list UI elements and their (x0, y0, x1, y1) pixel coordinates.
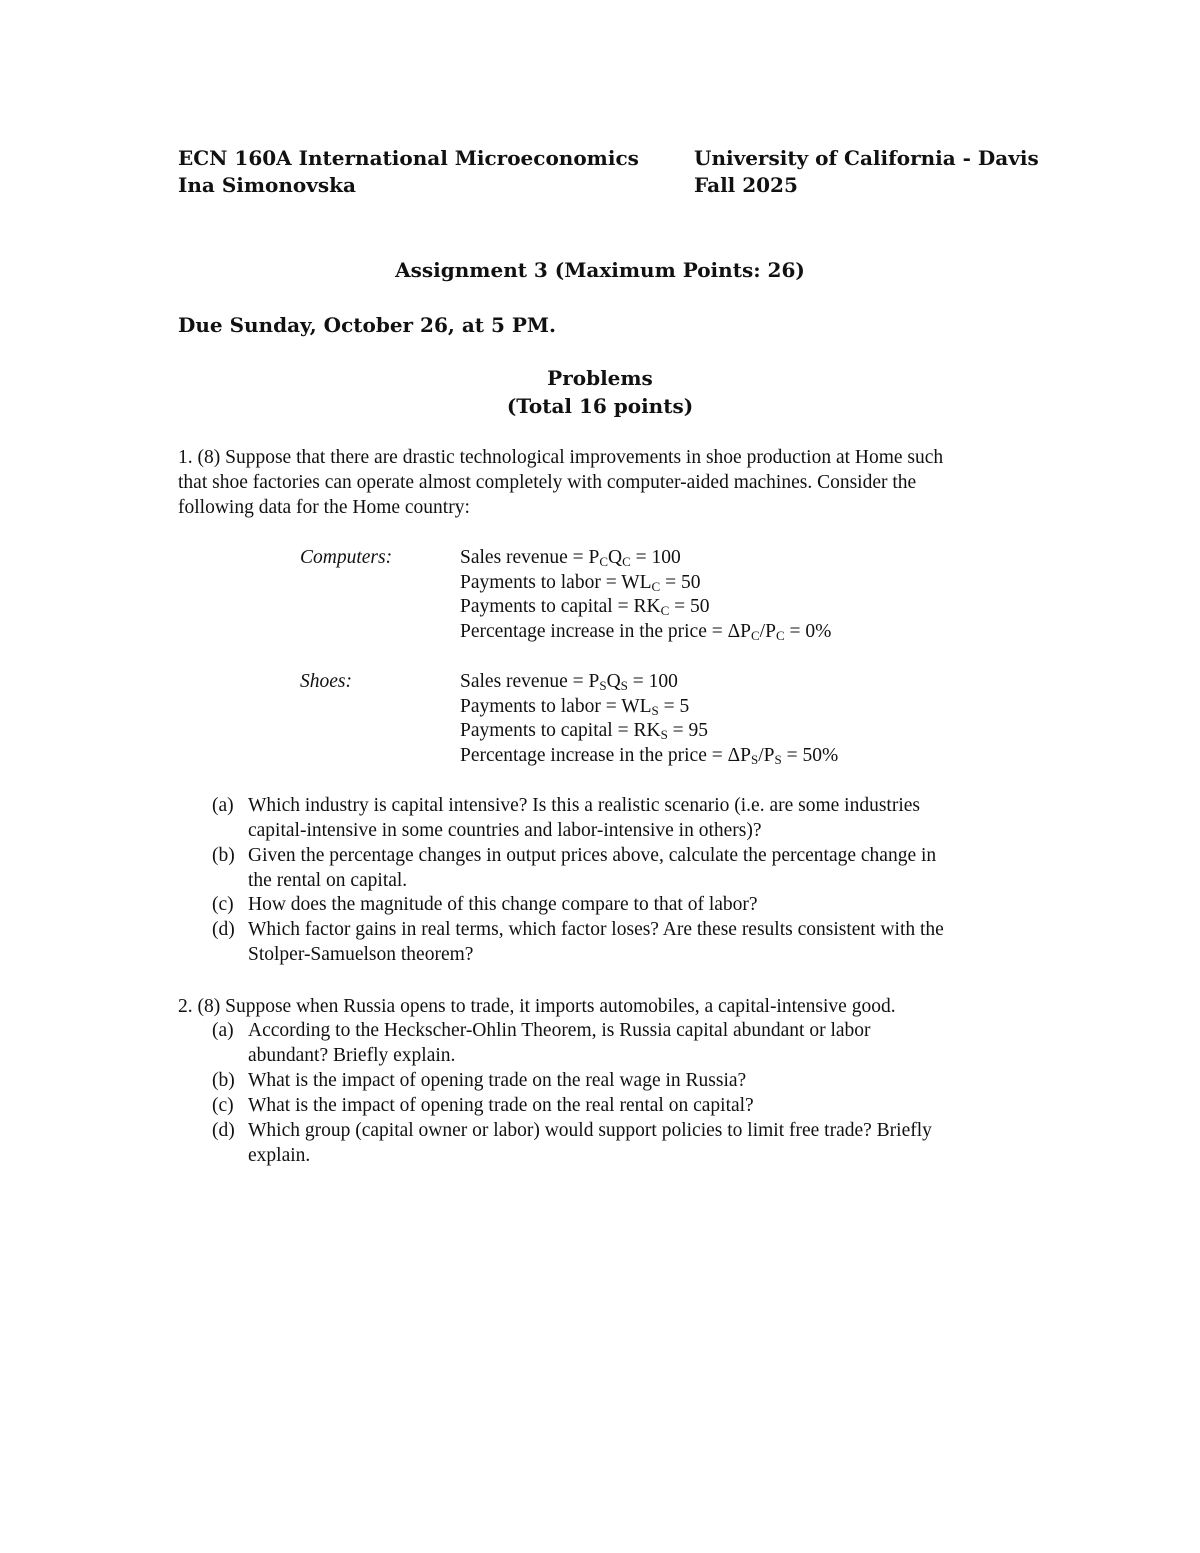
question-text: explain. (248, 1145, 311, 1166)
question-text: capital-intensive in some countries and labor-intensive in others)? (248, 820, 762, 841)
section-title: Problems (547, 366, 653, 390)
term: Fall 2025 (694, 173, 798, 197)
question-letter: (c) (212, 1095, 234, 1116)
question-text: According to the Heckscher-Ohlin Theorem, is Russia capital abundant or labor (248, 1020, 871, 1041)
shoes-price: Percentage increase in the price = $\Delta P_S/P_S = 50\%$ (460, 745, 839, 767)
question-text: What is the impact of opening trade on the real rental on capital? (248, 1095, 754, 1116)
computers-label: Computers: (300, 547, 393, 568)
question-text: What is the impact of opening trade on the real wage in Russia? (248, 1070, 747, 1091)
question-letter: (d) (212, 919, 235, 940)
question-text: Which group (capital owner or labor) would support policies to limit free trade? Briefly (248, 1120, 932, 1141)
question-text: Which factor gains in real terms, which factor loses? Are these results consistent with the (248, 919, 944, 940)
section-subtitle: (Total 16 points) (506, 394, 694, 418)
course-title: ECN 160A International Microeconomics (178, 146, 639, 170)
computers-labor: Payments to labor = $WL_C = 50$ (460, 572, 701, 594)
shoes-labor: Payments to labor = $WL_S = 5$ (460, 696, 690, 718)
question-letter: (d) (212, 1120, 235, 1141)
question-text: How does the magnitude of this change compare to that of labor? (248, 894, 758, 915)
shoes-capital: Payments to capital = $RK_S = 95$ (460, 720, 709, 742)
due-date: Due Sunday, October 26, at 5 PM. (178, 313, 556, 337)
problem-2-intro: 2. (8) Suppose when Russia opens to trade, it imports automobiles, a capital-intensive good. (178, 996, 896, 1017)
question-letter: (b) (212, 845, 235, 866)
question-text: Stolper-Samuelson theorem? (248, 944, 474, 965)
question-text: Given the percentage changes in output prices above, calculate the percentage change in (248, 845, 937, 866)
computers-capital: Payments to capital = $RK_C = 50$ (460, 596, 710, 618)
problem-1-intro-line: 1. (8) Suppose that there are drastic technological improvements in shoe production at Home such (178, 447, 944, 468)
question-text: Which industry is capital intensive? Is this a realistic scenario (i.e. are some industries (248, 795, 921, 816)
question-letter: (b) (212, 1070, 235, 1091)
problem-1-intro-line: that shoe factories can operate almost completely with computer-aided machines. Consider the (178, 472, 917, 493)
shoes-label: Shoes: (300, 671, 352, 692)
question-letter: (a) (212, 795, 234, 816)
problem-1-intro-line: following data for the Home country: (178, 497, 470, 518)
assignment-title: Assignment 3 (Maximum Points: 26) (395, 258, 805, 282)
question-letter: (c) (212, 894, 234, 915)
question-text: the rental on capital. (248, 870, 408, 891)
instructor-name: Ina Simonovska (178, 173, 356, 197)
shoes-revenue: Sales revenue = $P_SQ_S = 100$ (460, 671, 678, 693)
computers-price: Percentage increase in the price = $\Delta P_C/P_C = 0\%$ (460, 621, 832, 643)
question-letter: (a) (212, 1020, 234, 1041)
university-name: University of California - Davis (694, 146, 1039, 170)
computers-revenue: Sales revenue = $P_CQ_C = 100$ (460, 547, 681, 569)
question-text: abundant? Briefly explain. (248, 1045, 456, 1066)
